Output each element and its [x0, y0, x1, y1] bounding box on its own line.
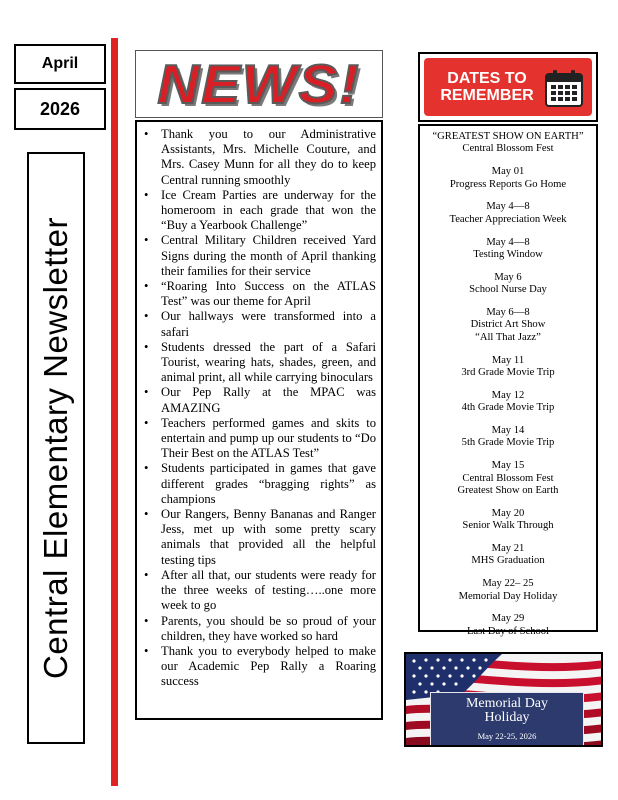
date-event: Last Day of School — [466, 625, 550, 637]
date-event: Greatest Show on Earth — [457, 485, 559, 497]
date-event: MHS Graduation — [471, 555, 545, 567]
date-event: Senior Walk Through — [462, 520, 554, 532]
date-entry — [420, 613, 596, 638]
date-entry — [420, 543, 596, 568]
date-entry — [420, 508, 596, 533]
memorial-day-flag-image — [404, 652, 603, 747]
news-heading-box — [135, 50, 383, 118]
date-label: May 20 — [491, 507, 525, 519]
year-text: 2026 — [39, 98, 81, 119]
news-item: • After all that, our students were ready for the three weeks of testing…..one more week to go — [141, 568, 376, 614]
date-label: May 4—8 — [486, 201, 530, 213]
date-entry — [420, 272, 596, 297]
news-item: • “Roaring Into Success on the ATLAS Test” was our theme for April — [141, 279, 376, 309]
date-label: May 21 — [491, 543, 525, 555]
date-event: School Nurse Day — [469, 284, 547, 296]
date-entry — [420, 131, 596, 156]
newsletter-title-box — [27, 152, 85, 744]
dates-banner-line2: REMEMBER — [440, 87, 534, 104]
news-item: • Our Rangers, Benny Bananas and Ranger Jess, met up with some pretty scary animals that provided all the helpful testing tips — [141, 507, 376, 568]
date-event: 5th Grade Movie Trip — [461, 437, 555, 449]
news-item: • Students participated in games that gave different grades “bragging rights” as champions — [141, 461, 376, 507]
dates-banner-text — [428, 70, 546, 104]
dates-header-box — [418, 52, 598, 122]
news-item: • Our hallways were transformed into a safari — [141, 309, 376, 339]
date-entry — [420, 390, 596, 415]
date-label: May 6—8 — [486, 307, 530, 319]
news-item: • Ice Cream Parties are underway for the homeroom in each grade that won the “Buy a Yearbook Challenge” — [141, 188, 376, 234]
date-event: 3rd Grade Movie Trip — [461, 367, 555, 379]
date-entry — [420, 307, 596, 344]
date-event: Central Blossom Fest — [462, 143, 554, 155]
holiday-date: May 22-25, 2026 — [477, 731, 537, 741]
date-label: May 15 — [491, 460, 525, 472]
calendar-icon — [544, 68, 584, 108]
news-list-box — [135, 120, 383, 720]
date-event: Testing Window — [473, 249, 543, 261]
news-item: • Thank you to everybody helped to make our Academic Pep Rally a Roaring success — [141, 644, 376, 690]
news-item: • Our Pep Rally at the MPAC was AMAZING — [141, 385, 376, 415]
date-label: May 29 — [491, 613, 525, 625]
date-event: Central Blossom Fest — [462, 472, 554, 484]
date-label: May 01 — [491, 166, 525, 178]
news-item: • Thank you to our Administrative Assistants, Mrs. Michelle Couture, and Mrs. Casey Munn for all they do to keep Central running smoothly — [141, 127, 376, 188]
news-item: • Teachers performed games and skits to entertain and pump up our students to “Do Their Best on the ATLAS Test” — [141, 416, 376, 462]
month-label — [14, 44, 106, 84]
dates-list — [418, 124, 598, 637]
news-list — [141, 127, 376, 690]
date-event: 4th Grade Movie Trip — [461, 402, 555, 414]
date-event: Progress Reports Go Home — [449, 178, 567, 190]
holiday-title-line2: Holiday — [484, 710, 530, 725]
date-entry — [420, 201, 596, 226]
date-event: “All That Jazz” — [475, 331, 541, 343]
date-label: May 4—8 — [486, 236, 530, 248]
date-label: May 11 — [491, 354, 525, 366]
date-label: May 14 — [491, 425, 525, 437]
holiday-title-line1: Memorial Day — [465, 696, 549, 711]
news-item: • Students dressed the part of a Safari Tourist, wearing hats, shades, green, and animal print, all while carrying binoculars — [141, 340, 376, 386]
newsletter-title: Central Elementary Newsletter — [37, 217, 74, 679]
date-entry — [420, 166, 596, 191]
month-text: April — [41, 55, 79, 72]
news-item: • Parents, you should be so proud of your children, they have worked so hard — [141, 614, 376, 644]
date-entry — [420, 460, 596, 497]
date-entry — [420, 425, 596, 450]
date-event: Teacher Appreciation Week — [449, 213, 567, 225]
date-event: District Art Show — [470, 319, 546, 331]
year-label — [14, 88, 106, 130]
memorial-day-banner — [430, 692, 584, 747]
news-heading: NEWS! — [157, 53, 361, 115]
date-entry — [420, 578, 596, 603]
date-label: May 12 — [491, 389, 525, 401]
holiday-title — [431, 697, 583, 725]
date-label: May 6 — [494, 271, 522, 283]
date-entry — [420, 237, 596, 262]
date-label: “GREATEST SHOW ON EARTH” — [432, 131, 584, 142]
dates-banner — [424, 58, 592, 116]
dates-banner-line1: DATES TO — [447, 70, 527, 87]
red-divider-bar — [111, 38, 118, 786]
date-entry — [420, 355, 596, 380]
date-label: May 22– 25 — [482, 578, 534, 590]
date-event: Memorial Day Holiday — [458, 590, 558, 602]
news-item: • Central Military Children received Yard Signs during the month of April thanking their families for their service — [141, 233, 376, 279]
